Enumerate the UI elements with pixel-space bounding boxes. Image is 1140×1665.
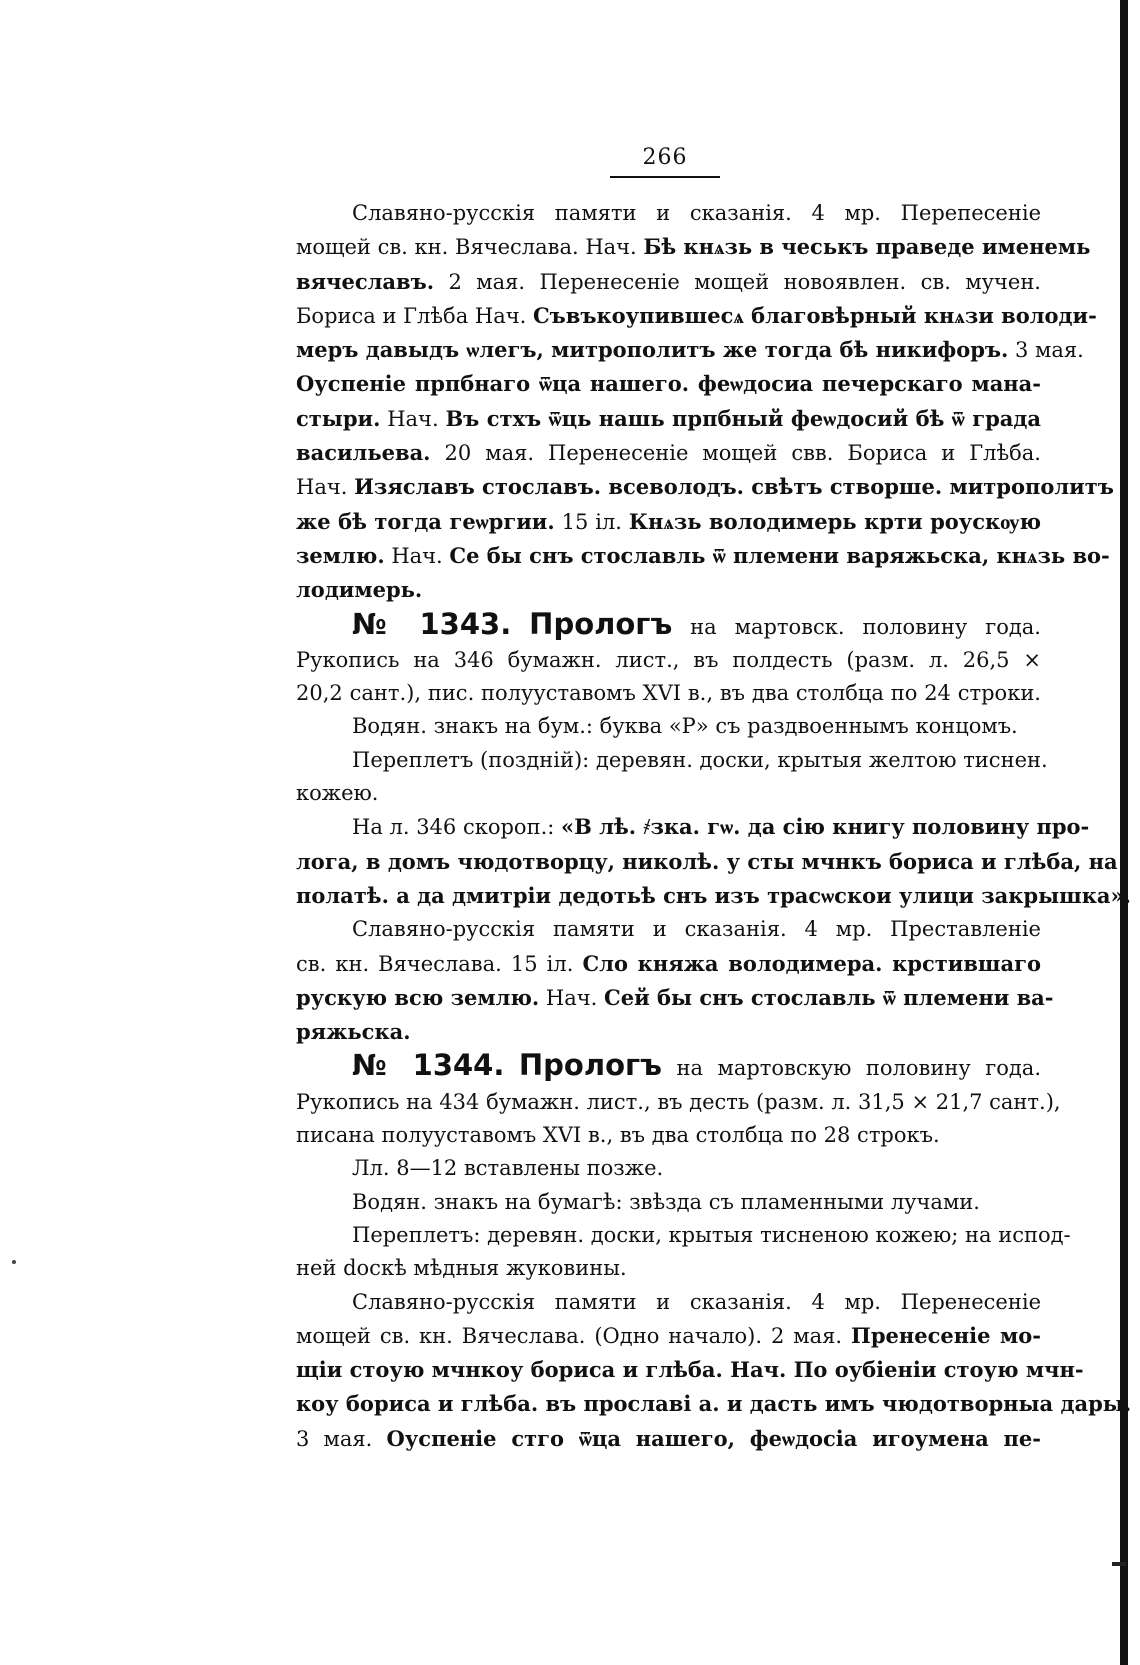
text-line: Переплетъ (поздній): деревян. доски, крытыя желтою тиснен. — [352, 747, 1048, 772]
text-line: Водян. знакъ на бумагѣ: звѣзда съ пламенными лучами. — [352, 1189, 980, 1214]
text-line: щіи стоую мчнкоу бориса и глѣба. Нач. По оубіеніи стоую мчн- — [296, 1357, 1084, 1383]
text-line: 20,2 сант.), пис. полууставомъ XVI в., въ два столбца по 24 строки. — [296, 681, 1041, 706]
margin-speck — [12, 1260, 16, 1264]
text-line: вячеславъ. 2 мая. Перенесеніе мощей новоявлен. св. мучен. — [296, 268, 1041, 294]
text-line: стыри. Нач. Въ стхъ ѿць нашь прпбный феѡдосий бѣ ѿ града — [296, 405, 1041, 431]
text-line: Лл. 8—12 вставлены позже. — [352, 1156, 664, 1181]
text-line: св. кн. Вячеслава. 15 іл. Сло княжа володимера. крстившаго — [296, 950, 1041, 976]
text-line: Бориса и Глѣба Нач. Съвъкоупившесѧ благовѣрный кнѧзи володи- — [296, 302, 1097, 328]
text-line: 3 мая. Оуспеніе стго ѿца нашего, феѡдосіа игоумена пе- — [296, 1425, 1041, 1451]
entry-heading: № 1343. Прологъ на мартовск. половину года. — [352, 606, 1041, 641]
text-line: землю. Нач. Се бы снъ стославль ѿ племени варяжьска, кнѧзь во- — [296, 542, 1110, 568]
text-line: Оуспеніе прпбнаго ѿца нашего. феѡдосиа печерскаго мана- — [296, 371, 1041, 397]
document-body — [296, 197, 1132, 1456]
text-line: васильева. 20 мая. Перенесеніе мощей свв. Бориса и Глѣба. — [296, 440, 1041, 466]
text-line: Славяно-русскія памяти и сказанія. 4 мр. Перепесеніе — [352, 201, 1041, 225]
text-line: ряжьска. — [296, 1019, 411, 1045]
text-line: Славяно-русскія памяти и сказанія. 4 мр. Преставленіе — [352, 917, 1041, 942]
text-line: лодимерь. — [296, 577, 423, 603]
text-line: рускую всю землю. Нач. Сей бы снъ стославль ѿ племени ва- — [296, 984, 1054, 1010]
text-line: писана полууставомъ XVI в., въ два столбца по 28 строкъ. — [296, 1123, 940, 1148]
text-line: Переплетъ: деревян. доски, крытыя тисненою кожею; на испод- — [352, 1222, 1071, 1247]
entry-number: № 1344. — [352, 1048, 505, 1083]
text-line: ней doскѣ мѣдныя жуковины. — [296, 1256, 627, 1281]
text-line: же бѣ тогда геѡргии. 15 іл. Кнѧзь володимерь крти роускѹю — [296, 508, 1042, 534]
text-line: меръ давыдъ ѡлегъ, митрополитъ же тогда бѣ никифоръ. 3 мая. — [296, 337, 1084, 363]
page-edge-mark — [1112, 1562, 1126, 1566]
text-line: Нач. Изяславъ стославъ. всеволодъ. свѣтъ створше. митрополитъ — [296, 474, 1114, 500]
text-line: полатѣ. а да дмитріи дедотьѣ снъ изъ трасѡскои улици закрышка». — [296, 882, 1131, 908]
text-line: лога, в домъ чюдотворцу, николѣ. у сты мчнкъ бориса и глѣба, на — [296, 848, 1118, 874]
text-line: мощей св. кн. Вячеслава. Нач. Бѣ кнѧзь в чеськъ праведе именемь — [296, 234, 1091, 260]
entry-title: Прологъ — [529, 606, 673, 641]
entry-title: Прологъ — [518, 1048, 662, 1083]
entry-heading: № 1344. Прологъ на мартовскую половину года. — [352, 1048, 1041, 1083]
text-line: Рукопись на 434 бумажн. лист., въ десть (разм. л. 31,5 × 21,7 сант.), — [296, 1089, 1061, 1114]
text-line: Славяно-русскія памяти и сказанія. 4 мр. Перенесеніе — [352, 1289, 1041, 1314]
text-line: Водян. знакъ на бум.: буква «Р» съ раздвоеннымъ концомъ. — [352, 714, 1018, 739]
text-line: коу бориса и глѣба. въ прославі а. и дасть имъ чюдотворныа дары. — [296, 1391, 1132, 1417]
page-number: 266 — [610, 145, 720, 178]
text-line: На л. 346 скороп.: «В лѣ. ҂зка. гѡ. да сію книгу половину про- — [352, 814, 1090, 840]
entry-number: № 1343. — [352, 606, 512, 641]
text-line: кожею. — [296, 781, 379, 806]
text-line: Рукопись на 346 бумажн. лист., въ полдесть (разм. л. 26,5 × — [296, 647, 1041, 672]
text-line: мощей св. кн. Вячеслава. (Одно начало). 2 мая. Пренесеніе мо- — [296, 1322, 1041, 1348]
